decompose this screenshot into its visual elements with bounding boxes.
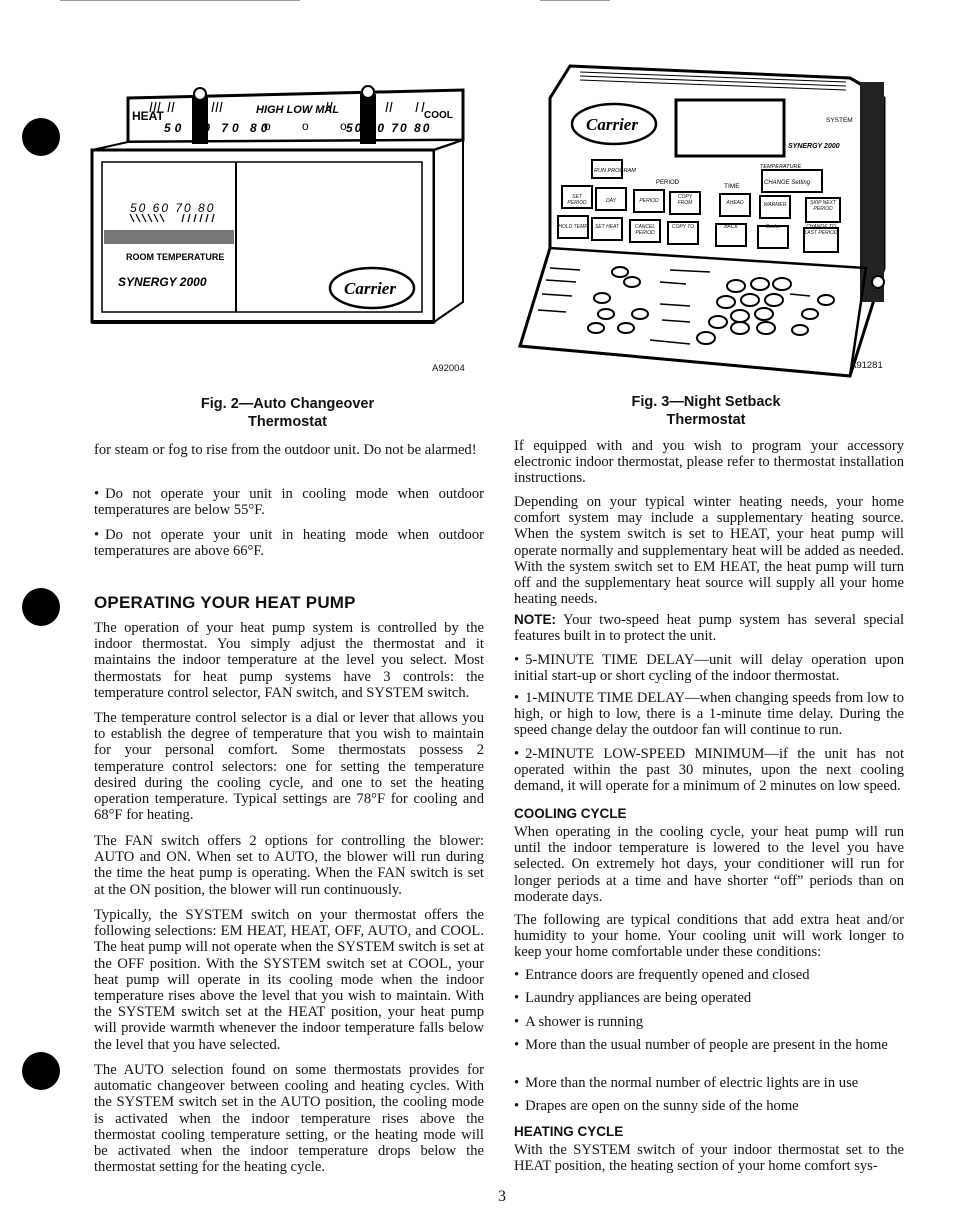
condition-item: • More than the usual number of people are present in the home <box>514 1037 904 1053</box>
feature-5-minute-delay: • 5-MINUTE TIME DELAY—unit will delay operation upon initial start-up or short cycling of the indoor thermostat. <box>514 652 904 684</box>
fig3-btn-skip-next-period: SKIP NEXT PERIOD <box>810 200 836 212</box>
fig2-dial-marks: o o o <box>264 119 361 133</box>
section-heading-operating: OPERATING YOUR HEAT PUMP <box>94 593 356 612</box>
fig2-caption-line1: Fig. 2—Auto Changeover <box>200 396 375 412</box>
fig3-caption <box>604 393 808 429</box>
right-para-supplementary-heat: Depending on your typical winter heating needs, your home comfort system may include a supplementary heating source. When the system switch is set to HEAT, your heat pump will operate normally and supplementary heat will be added as needed. With the system switch set to EM HEAT, the heat pump will turn off and the supplementary heat source will supply all your home heating needs. <box>514 494 904 608</box>
right-para-cooling-cycle: When operating in the cooling cycle, your heat pump will run until the indoor temperature is lowered to the level you have selected. On extremely hot days, your conditioner will run for longer periods at a time and have shorter “off” periods than on moderate days. <box>514 824 904 905</box>
right-para-conditions: The following are typical conditions that add extra heat and/or humidity to your home. Your cooling unit will work longer to keep your home comfortable under these conditions: <box>514 912 904 961</box>
thermostat-illustration <box>88 80 480 330</box>
condition-item: • A shower is running <box>514 1014 904 1030</box>
page-number: 3 <box>498 1188 506 1205</box>
fig2-label-cool: COOL <box>424 110 453 121</box>
fig3-btn-warmer: WARMER <box>763 202 787 208</box>
left-bullet-heating-limit: • Do not operate your unit in heating mode when outdoor temperatures are above 66°F. <box>94 527 484 559</box>
condition-item: • Laundry appliances are being operated <box>514 990 904 1006</box>
fig3-btn-cooler: Cooler <box>765 224 781 230</box>
fig3-temperature-label: TEMPERATURE <box>760 164 802 170</box>
left-para-continued: for steam or fog to rise from the outdoor unit. Do not be alarmed! <box>94 442 477 458</box>
note-label: NOTE: <box>514 612 556 627</box>
left-para-fan-switch: The FAN switch offers 2 options for controlling the blower: AUTO and ON. When set to AUTO, the blower will run during the time the heat pump is operating. When the FAN switch is set at the ON position, the blower will run continuously. <box>94 833 484 898</box>
fig3-btn-copy-to: COPY TO <box>671 224 695 230</box>
right-note <box>514 612 904 644</box>
right-para-programming: If equipped with and you wish to program your accessory electronic indoor thermostat, please refer to thermostat installation instructions. <box>514 438 904 487</box>
heading-heating-cycle: HEATING CYCLE <box>514 1124 624 1139</box>
fig3-btn-change-to-last-period: CHANGE TO LAST PERIOD <box>804 224 838 236</box>
left-para-auto-selection: The AUTO selection found on some thermostats provides for automatic changeover between cooling and heating cycles. With the SYSTEM switch set in the AUTO position, the cooling mode is activated when the indoor temperature rises above the thermostat cooling temperature setting, or the heating mode will be activated when the indoor temperature drops below the thermostat setting for the heating cycle. <box>94 1062 484 1176</box>
fig2-label-heat: HEAT <box>132 109 164 123</box>
fig3-buttons-row1 <box>562 194 862 212</box>
fig3-caption-line2: Thermostat <box>666 412 746 428</box>
left-bullet-cooling-limit: • Do not operate your unit in cooling mode when outdoor temperatures are below 55°F. <box>94 486 484 518</box>
top-rule-right <box>540 0 610 1</box>
fig3-btn-period: PERIOD <box>639 198 659 204</box>
binder-hole-middle <box>22 588 60 626</box>
fig3-run-program: RUN PROGRAM <box>594 168 636 174</box>
fig3-time-label: TIME <box>724 183 740 190</box>
feature-2-minute-minimum: • 2-MINUTE LOW-SPEED MINIMUM—if the unit has not operated within the past 30 minutes, upon the next cooling demand, it will operate for a minimum of 2 minutes on low speed. <box>514 746 904 795</box>
fig3-buttons-row2 <box>558 224 858 238</box>
fig3-btn-back: BACK <box>724 224 738 230</box>
right-para-heating-cycle: With the SYSTEM switch of your indoor thermostat set to the HEAT position, the heating section of your home comfort sys- <box>514 1142 904 1175</box>
fig3-btn-set-heat: SET HEAT <box>594 224 620 230</box>
binder-hole-bottom <box>22 1052 60 1090</box>
fig3-btn-copy-from: COPY FROM <box>677 194 693 206</box>
fig2-room-temperature: ROOM TEMPERATURE <box>126 252 225 262</box>
fig3-btn-day: DAY <box>606 198 616 204</box>
feature-1-minute-delay: • 1-MINUTE TIME DELAY—when changing speeds from low to high, or high to low, there is a 1-minute time delay. During the speed change delay the outdoor fan will continue to run. <box>514 690 904 739</box>
figure-night-setback-thermostat <box>510 58 890 384</box>
figure-auto-changeover-thermostat <box>88 80 480 330</box>
left-para-system-switch: Typically, the SYSTEM switch on your thermostat offers the following selections: EM HEAT, HEAT, OFF, AUTO, and COOL. The heat pump will not operate when the SYSTEM switch is set at the OFF position. With the SYSTEM switch set at COOL, your heat pump will operate in its cooling mode when the indoor temperature rises above the level that you wish to maintain. With the SYSTEM switch set at the HEAT position, your heat pump will provide warmth whenever the indoor temperature falls below the level that you have selected. <box>94 907 484 1053</box>
fig2-brand-logo: Carrier <box>344 279 396 298</box>
fig3-brand-logo: Carrier <box>586 115 638 134</box>
fig3-btn-cancel-period: CANCEL PERIOD <box>634 224 656 236</box>
fig2-caption-line2: Thermostat <box>248 414 327 430</box>
fig2-scale-right: 50 60 70 80 <box>346 121 432 135</box>
left-para-operation: The operation of your heat pump system is controlled by the indoor thermostat. You simply adjust the thermostat and it maintains the indoor temperature at the level you select. Most thermostats for heat pump systems have 3 controls: the temperature control selector, FAN switch, and SYSTEM switch. <box>94 620 484 701</box>
fig2-scale-inner: 50 60 70 80 <box>130 201 216 215</box>
binder-hole-top <box>22 118 60 156</box>
condition-item: • Entrance doors are frequently opened and closed <box>514 967 904 983</box>
fig3-btn-set-period: SET PERIOD <box>567 194 587 206</box>
fig2-id: A92004 <box>432 363 465 374</box>
fig3-system-label: SYSTEM <box>826 117 853 124</box>
fig2-caption <box>180 395 395 431</box>
programmable-thermostat-illustration <box>510 58 890 384</box>
fig3-btn-ahead: AHEAD <box>726 200 744 206</box>
fig3-caption-line1: Fig. 3—Night Setback <box>631 394 781 410</box>
condition-item: • Drapes are open on the sunny side of the home <box>514 1098 904 1114</box>
fig2-label-high-low-mal: HIGH LOW MAL <box>256 104 340 116</box>
note-text: Your two-speed heat pump system has several special features built in to protect the unit. <box>514 612 904 645</box>
fig2-scale-top: 50 60 70 80 <box>164 121 272 135</box>
top-rule-left <box>60 0 300 1</box>
fig3-period-label: PERIOD <box>656 180 680 186</box>
left-para-temp-selector: The temperature control selector is a dial or lever that allows you to establish the degree of temperature that you wish to maintain for your personal comfort. Some thermostats possess 2 temperature control selectors: one for setting the temperature desired during the cooling cycle, and one to set the heating operation temperature. Typical settings are 78°F for cooling and 68°F for heating. <box>94 710 484 824</box>
fig2-synergy: SYNERGY 2000 <box>118 275 207 289</box>
condition-item: • More than the normal number of electric lights are in use <box>514 1075 904 1091</box>
fig3-change-setting: CHANGE Setting <box>764 180 811 186</box>
heading-cooling-cycle: COOLING CYCLE <box>514 806 627 821</box>
fig3-id: A91281 <box>850 360 883 371</box>
fig3-synergy-label: SYNERGY 2000 <box>788 143 840 150</box>
fig3-btn-hold-temp: HOLD TEMP <box>558 224 588 230</box>
